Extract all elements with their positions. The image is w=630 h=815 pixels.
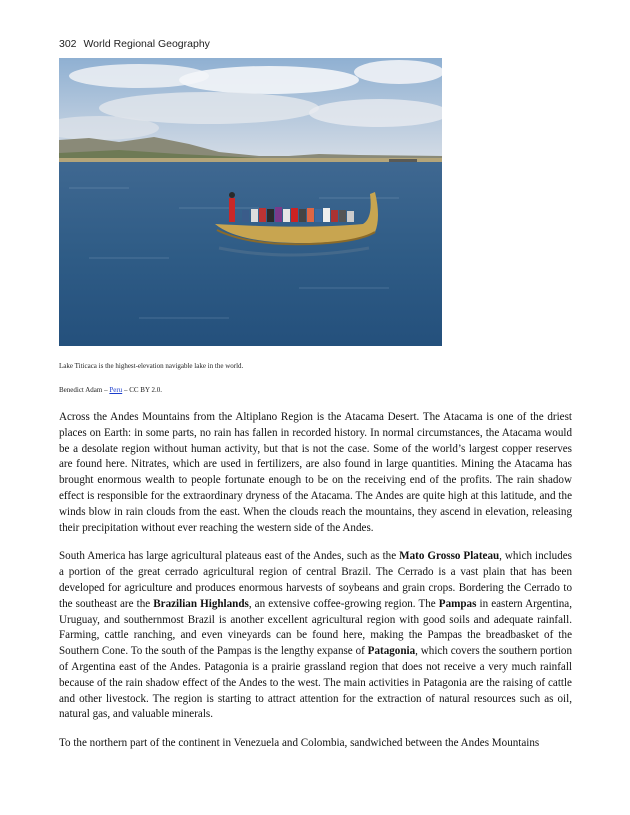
paragraph-northern: To the northern part of the continent in Venezuela and Colombia, sandwiched between the Andes Mountains: [59, 737, 540, 750]
text-span: in eastern Argentina, Uruguay, and southernmost Brazil is another excellent agricultural region with good soils and adequate rainfall. Farming, cattle ranching, and even vineyards can be found here, making the Pampas the breadbasket of the Southern Cone. To the south of the Pampas is the lengthy expanse of: [59, 597, 573, 658]
text-span: , which includes a portion of the great cerrado agricultural region of central Brazil. The Cerrado is a vast plain that has been developed for agriculture and produces enormous harvests of soybeans and grain crops. Bordering the Cerrado to the southeast are the: [59, 550, 572, 610]
text-span: , which covers the southern portion of Argentina east of the Andes. Patagonia is a prairie grassland region that does not receive a very much rainfall because of the rain shadow effect of the Andes to the west. The main activities in Patagonia are the raising of cattle and other livestock. The region is starting to attract attention for the extraction of natural resources such as oil, natural gas, and valuable minerals.: [59, 645, 573, 721]
credit-link[interactable]: Peru: [109, 386, 123, 394]
figure-credit: [59, 386, 162, 394]
paragraph-atacama: Across the Andes Mountains from the Altiplano Region is the Atacama Desert. The Atacama is one of the driest places on Earth: in some parts, no rain has fallen in recorded history. In normal circumstances, the Atacama would be a desolate region without human activity, but that is not the case. Some of the world’s largest copper reserves are found here. Nitrates, which are used in fertilizers, are also found in large quantities. Mining the Atacama has brought enormous wealth to people fortunate enough to be on the receiving end of the profits. The rain shadow effect is responsible for the extraordinary dryness of the Atacama. The Andes are quite high at this latitude, and the winds blow in rain clouds from the east. When the clouds reach the mountains, they ascend in elevation, releasing their precipitation without ever reaching the western side of the Andes.: [59, 411, 572, 534]
term-mato-grosso: Mato Grosso Plateau: [399, 550, 500, 563]
reed-boat-image: [59, 58, 442, 346]
paragraph-plateaus: [59, 549, 572, 723]
lake-titicaca-photo: [59, 58, 442, 346]
book-title: World Regional Geography: [83, 38, 210, 50]
term-patagonia: Patagonia: [367, 645, 416, 658]
page-header: [59, 38, 210, 50]
body-text: [59, 410, 572, 765]
text-span: South America has large agricultural plateaus east of the Andes, such as the: [59, 550, 400, 563]
text-span: , an extensive coffee-growing region. The: [248, 597, 439, 610]
page-number: 302: [59, 38, 77, 50]
term-brazilian-highlands: Brazilian Highlands: [153, 597, 249, 610]
figure-caption: Lake Titicaca is the highest-elevation navigable lake in the world.: [59, 362, 244, 370]
term-pampas: Pampas: [438, 597, 477, 610]
credit-license: – CC BY 2.0.: [122, 386, 163, 394]
credit-author: Benedict Adam –: [59, 386, 110, 394]
